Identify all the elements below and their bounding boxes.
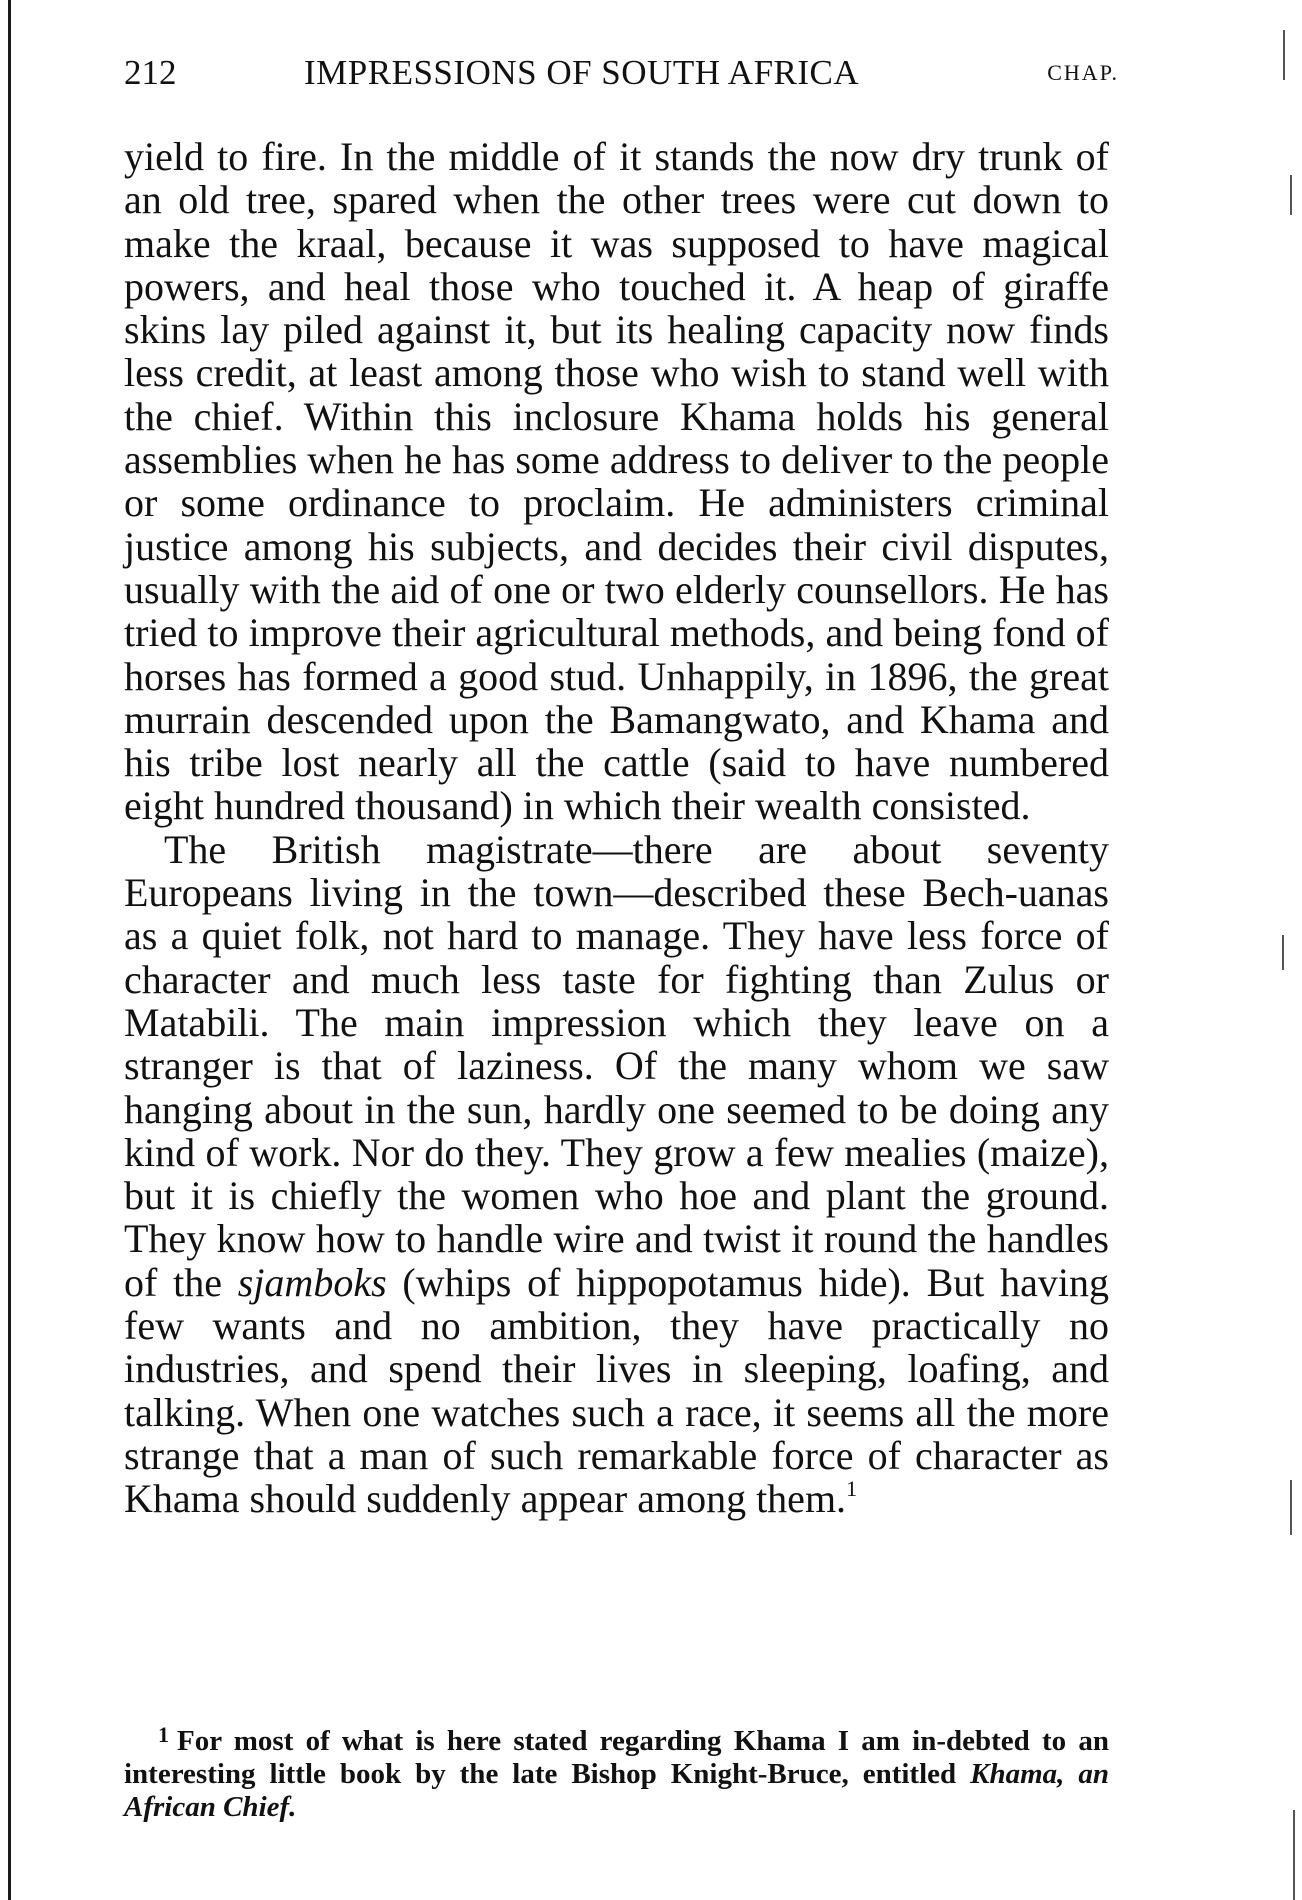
scan-margin-mark (1283, 30, 1285, 80)
footnote-marker: 1 (158, 1722, 169, 1747)
scan-margin-mark (1282, 935, 1284, 970)
paragraph-text: The British magistrate—there are about seventy Europeans living in the town—described these Bech-uanas as a quiet folk, not hard to manage. They have less force of character and much less taste for fighting than Zulus or Matabili. The main impression which they leave on a stranger is that of laziness. Of the many whom we saw hanging about in the sun, hardly one seemed to be doing any kind of work. Nor do they. They grow a few mealies (maize), but it is chiefly the women who hoe and plant the ground. They know how to handle wire and twist it round the handles of the (124, 826, 1109, 1305)
paragraph-text: yield to fire. In the middle of it stands the now dry trunk of an old tree, spared when the other trees were cut down to make the kraal, because it was supposed to have magical powers, and heal those who touched it. A heap of giraffe skins lay piled against it, but its healing capacity now finds less credit, at least among those who wish to stand well with the chief. Within this inclosure Khama holds his general assemblies when he has some address to deliver to the people or some ordinance to proclaim. He administers criminal justice among his subjects, and decides their civil disputes, usually with the aid of one or two elderly counsellors. He has tried to improve their agricultural methods, and being fond of horses has formed a good stud. Unhappily, in 1896, the great murrain descended upon the Bamangwato, and Khama and his tribe lost nearly all the cattle (said to have numbered eight hundred thousand) in which their wealth consisted. (124, 134, 1109, 829)
italic-term: sjamboks (237, 1259, 387, 1305)
scan-margin-mark (1290, 175, 1292, 215)
paragraph (124, 135, 1109, 828)
chapter-label: CHAP. (1047, 60, 1119, 85)
footnote (124, 1718, 1109, 1824)
scan-page-edge (8, 0, 11, 1900)
footnote-reference[interactable]: 1 (846, 1476, 858, 1502)
paragraph (124, 828, 1109, 1521)
footnote-text: For most of what is here stated regarding Khama I am in-debted to an interesting little book by the late Bishop Knight-Bruce, entitled (124, 1725, 1109, 1790)
main-text (124, 135, 1109, 1521)
footnote-book-title: Khama, an African Chief. (124, 1758, 1109, 1823)
running-title: IMPRESSIONS OF SOUTH AFRICA (304, 53, 860, 92)
paragraph-text: (whips of hippopotamus hide). But having few wants and no ambition, they have practically no industries, and spend their lives in sleeping, loafing, and talking. When one watches such a race, it seems all the more strange that a man of such remarkable force of character as Khama should suddenly appear among them. (124, 1259, 1110, 1522)
scan-margin-mark (1290, 1480, 1292, 1535)
page-number: 212 (124, 53, 177, 92)
page-header (124, 48, 1119, 98)
scan-margin-mark (1293, 1810, 1295, 1900)
